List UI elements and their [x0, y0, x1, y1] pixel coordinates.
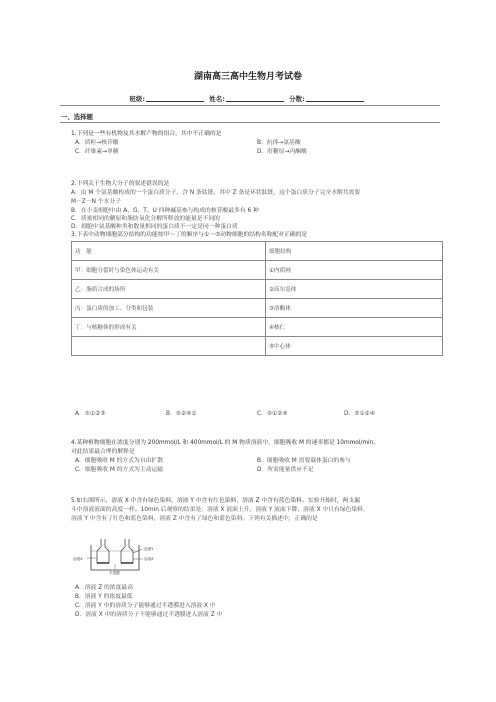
- class-blank: [146, 101, 204, 102]
- label-membrane: 半透膜: [109, 571, 120, 575]
- table-cell: 乙：脂质合成的场所: [72, 280, 266, 299]
- table-row: [72, 299, 443, 318]
- q3-option-a: A．⑤①②③: [75, 411, 106, 417]
- table-cell: ①内质网: [266, 261, 443, 280]
- table-cell: 功 能: [72, 242, 266, 261]
- label-solution-y: 溶液Y: [144, 547, 154, 551]
- score-blank: [306, 101, 364, 102]
- q2-option-a-line1: A．由 M 个氨基酸构成的一个蛋白质分子，含 N 条肽链，其中 Z 条是环状肽链，这个蛋白质分子完全水解共需要: [71, 190, 361, 196]
- table-cell: ④核仁: [266, 318, 443, 337]
- q3-option-b: B．⑤②④①: [166, 411, 197, 417]
- function-structure-table: [71, 241, 443, 356]
- label-solution-x: 溶液X: [73, 557, 83, 561]
- q3-option-c: C．⑤①②④: [257, 411, 288, 417]
- section-heading: 一、选择题: [61, 113, 93, 121]
- student-info-line: [0, 94, 496, 103]
- q1-option-b: B．抗体→氨基酸: [257, 140, 301, 146]
- table-cell: 甲：细胞分裂时与染色体运动有关: [72, 261, 266, 280]
- table-cell: ②高尔基体: [266, 280, 443, 299]
- divider: [60, 105, 440, 106]
- q1-option-d: D．肝糖原→丙酮酸: [257, 149, 307, 155]
- question-4-stem-line2: 对此结果最合理的解释是: [71, 449, 135, 455]
- table-cell: 丙：蛋白质的加工、分类和包装: [72, 299, 266, 318]
- table-cell: 丁：与核糖体的形成有关: [72, 318, 266, 337]
- question-5-stem-line2: 斗中溶液液面的高度一样。10min 后观察的结果是：溶液 X 液面上升，溶液 Y 液面下降；溶液 X 中只有绿色染料，: [71, 507, 369, 513]
- question-3-stem: 3.下表中动物细胞部分结构的功能按甲～丁的顺序与①～⑤动物细胞的结构名称配对正确的是: [71, 232, 308, 238]
- label-solution-z: 溶液Z: [144, 557, 154, 561]
- q4-option-c: C．细胞吸收 M 的方式为主动运输: [75, 467, 164, 473]
- q2-option-b: B．在小麦细胞中由 A、G、T、U 四种碱基参与构成的核苷酸最多有 6 种: [71, 208, 259, 214]
- table-row: [72, 280, 443, 299]
- class-label: 班级:: [129, 95, 145, 103]
- table-cell: ⑤中心体: [266, 337, 443, 356]
- page-title: 湖南高三高中生物月考试卷: [193, 72, 302, 82]
- table-row: [72, 337, 443, 356]
- question-5-stem-line3: 溶液 Y 中含有了红色和蓝色染料，溶液 Z 中含有了绿色和蓝色染料。下列有关描述中，正确的是: [71, 516, 318, 522]
- score-label: 分数:: [289, 95, 305, 103]
- q2-option-d: D．细胞中氨基酸种类和数量相同的蛋白质不一定是同一种蛋白质: [71, 224, 238, 230]
- q1-option-c: C．纤维素→单糖: [75, 149, 119, 155]
- table-cell: 细胞结构: [266, 242, 443, 261]
- question-5-stem-line1: 5.如右图所示，溶液 X 中含有绿色染料，溶液 Y 中含有红色染料，溶液 Z 中含有蓝色染料。实验开始时，两支漏: [71, 498, 360, 504]
- name-blank: [226, 101, 284, 102]
- osmosis-diagram: [73, 537, 163, 575]
- table-cell: [72, 337, 266, 356]
- question-4-stem: 4.某种植物细胞在浓度分别为 200mmol/L 和 400mmol/L 的 M 物质溶液中，细胞吸收 M 的速率都是 10mmol/min。: [71, 440, 380, 446]
- q4-option-d: D．所需能量供应不足: [257, 467, 314, 473]
- q4-option-b: B．细胞吸收 M 需要载体蛋白的参与: [257, 458, 351, 464]
- table-row: [72, 261, 443, 280]
- q3-option-d: D．⑤①②④: [344, 411, 376, 417]
- q1-option-a: A．质粒→核苷酸: [75, 140, 119, 146]
- q2-option-c: C．质量相同的糖原和脂肪氧化分解所释放的能量是不同的: [71, 216, 220, 222]
- name-label: 姓名:: [209, 95, 225, 103]
- q5-option-c: C．溶液 Y 中的溶质分子能够通过半透膜进入溶液 X 中: [75, 603, 216, 609]
- q2-option-a-line2: M－Z－N 个水分子: [71, 199, 121, 205]
- q5-option-d: D．溶液 X 中的溶质分子不能够通过半透膜进入溶液 Z 中: [75, 612, 223, 618]
- question-1-stem: 1.下列是一些有机物及其水解产物的组合，其中不正确的是: [71, 131, 222, 137]
- q5-option-a: A．溶液 Z 的浓度最高: [75, 585, 133, 591]
- q4-option-a: A．细胞吸收 M 的方式为自由扩散: [75, 458, 164, 464]
- table-row: [72, 242, 443, 261]
- table-cell: ③溶酶体: [266, 299, 443, 318]
- divider: [60, 122, 440, 123]
- question-2-stem: 2.下列关于生物大分子的叙述错误的是: [71, 181, 170, 187]
- q5-option-b: B．溶液 Y 的浓度最低: [75, 594, 133, 600]
- table-row: [72, 318, 443, 337]
